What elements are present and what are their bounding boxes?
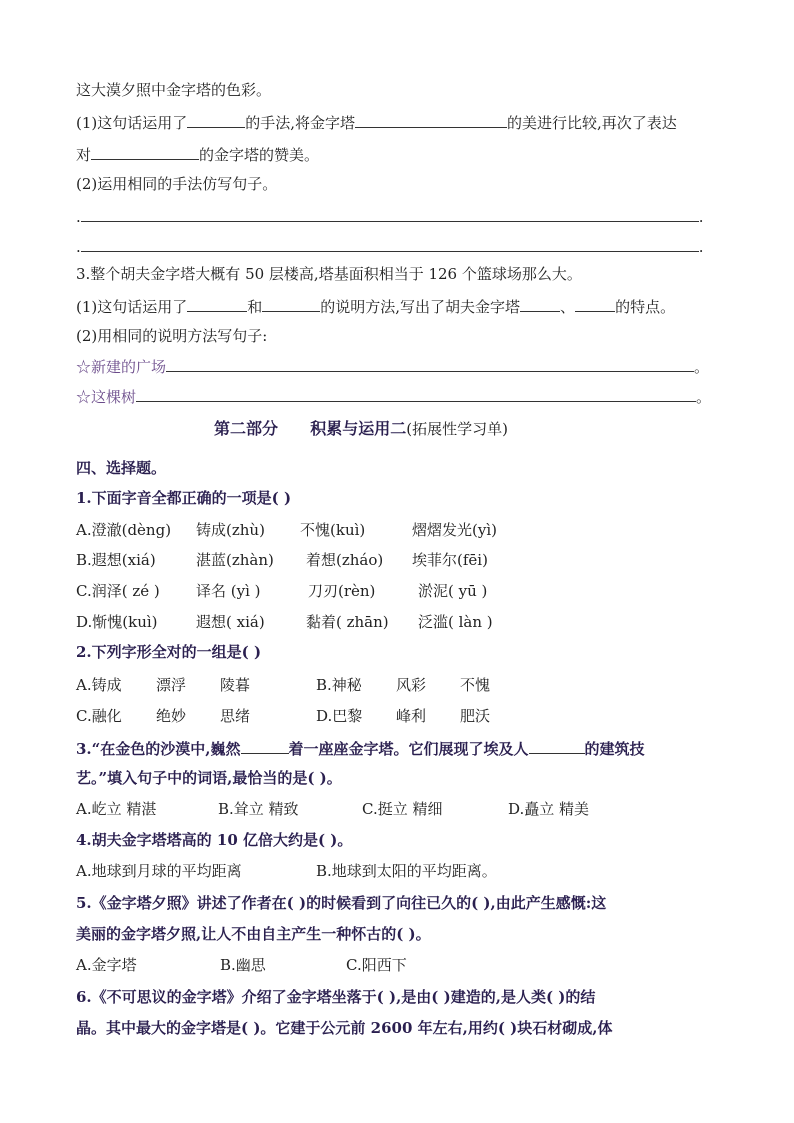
dot-marker: .	[76, 208, 81, 226]
q2-write-line-1[interactable]	[76, 206, 704, 227]
mc3-blank-2[interactable]	[529, 738, 585, 754]
option-item: 湛蓝(zhàn)	[196, 551, 274, 569]
q2-part1-text-d: 对	[76, 146, 92, 164]
end-marker: 。	[696, 388, 712, 406]
mc6-line2: 晶。其中最大的金字塔是( )。它建于公元前 2600 年左右,用约( )块石材砌成,体	[76, 1019, 613, 1037]
q2-part1-text-a: (1)这句话运用了	[76, 114, 188, 132]
part2-paren: (拓展性学习单)	[406, 420, 508, 438]
q3-blank-method1[interactable]	[187, 296, 247, 312]
mc3-line1	[76, 738, 645, 759]
option-item: A.金字塔	[76, 956, 137, 974]
option-item: C.挺立 精细	[362, 800, 443, 818]
part2-subtitle: 积累与运用二	[310, 419, 407, 438]
q3-blank-feature2[interactable]	[575, 296, 615, 312]
option-item: 着想(zháo)	[306, 551, 384, 569]
end-marker: .	[698, 208, 704, 226]
write-line[interactable]	[166, 356, 694, 372]
option-item: D.矗立 精美	[508, 800, 590, 818]
option-item: 熠熠发光(yì)	[412, 521, 497, 539]
option-item: 遐想( xiá)	[196, 613, 265, 631]
option-item: 铸成(zhù)	[196, 521, 265, 539]
dot-marker: .	[76, 238, 81, 256]
option-item: 肥沃	[460, 707, 491, 725]
q2-part1-text-c: 的美进行比较,再次了表达	[507, 114, 677, 132]
option-item: B.幽思	[220, 956, 266, 974]
option-item: B.遐想(xiá)	[76, 551, 156, 569]
q3-line1: 3.整个胡夫金字塔大概有 50 层楼高,塔基面积相当于 126 个篮球场那么大。	[76, 265, 582, 283]
q3-text-c: 的说明方法,写出了胡夫金字塔	[320, 298, 521, 316]
option-item: 淤泥( yū )	[418, 582, 488, 600]
option-item: 埃菲尔(fēi)	[412, 551, 488, 569]
q2-line1: 这大漠夕照中金字塔的色彩。	[76, 81, 272, 99]
mc3-text-c: 的建筑技	[584, 740, 645, 758]
mc3-text-b: 着一座座金字塔。它们展现了埃及人	[288, 740, 529, 758]
option-item: 风彩	[396, 676, 427, 694]
mc3-line2: 艺。”填入句子中的词语,最恰当的是( )。	[76, 769, 342, 787]
q3-prompt-tree: ☆这棵树	[76, 388, 137, 406]
q3-blank-method2[interactable]	[262, 296, 320, 312]
mc3-text-a: 3.“在金色的沙漠中,巍然	[76, 740, 241, 758]
q3-text-e: 的特点。	[615, 298, 676, 316]
mc1-stem: 1.下面字音全都正确的一项是( )	[76, 489, 292, 507]
write-line[interactable]	[81, 236, 699, 252]
option-item: 绝妙	[156, 707, 187, 725]
option-item: A.屹立 精湛	[76, 800, 157, 818]
option-item: 不愧	[460, 676, 491, 694]
q2-write-line-2[interactable]	[76, 236, 704, 257]
mc5-line1: 5.《金字塔夕照》讲述了作者在( )的时候看到了向往已久的( ),由此产生感慨:这	[76, 894, 607, 912]
q3-part2-prompt: (2)用相同的说明方法写句子:	[76, 327, 268, 345]
option-item: C.融化	[76, 707, 122, 725]
option-item: A.铸成	[76, 676, 122, 694]
write-line[interactable]	[136, 386, 696, 402]
q3-text-a: (1)这句话运用了	[76, 298, 188, 316]
mc6-line1: 6.《不可思议的金字塔》介绍了金字塔坐落于( ),是由( )建造的,是人类( )的结	[76, 988, 596, 1006]
option-item: D.巴黎	[316, 707, 363, 725]
option-item: 思绪	[220, 707, 251, 725]
part2-title: 第二部分	[214, 419, 279, 438]
q3-sentence-tree[interactable]	[76, 386, 711, 407]
option-item: 峰利	[396, 707, 427, 725]
option-item: 译名 (yì )	[196, 582, 261, 600]
end-marker: 。	[694, 358, 710, 376]
option-item: 漂浮	[156, 676, 187, 694]
q3-text-d: 、	[560, 298, 576, 316]
q2-blank-technique[interactable]	[187, 112, 245, 128]
q3-blank-feature1[interactable]	[520, 296, 560, 312]
q2-part2-prompt: (2)运用相同的手法仿写句子。	[76, 175, 278, 193]
q2-part1-line2	[76, 144, 319, 165]
q3-prompt-square: ☆新建的广场	[76, 358, 167, 376]
option-item: C.阳西下	[346, 956, 407, 974]
write-line[interactable]	[81, 206, 699, 222]
q3-text-b: 和	[247, 298, 263, 316]
option-item: A.澄澈(dèng)	[76, 521, 172, 539]
q2-part1-text-e: 的金字塔的赞美。	[199, 146, 320, 164]
option-item: B.神秘	[316, 676, 362, 694]
option-item: B.地球到太阳的平均距离。	[316, 862, 497, 880]
option-item: B.耸立 精致	[218, 800, 299, 818]
part2-heading	[214, 418, 508, 440]
mc3-blank-1[interactable]	[241, 738, 289, 754]
section4-title: 四、选择题。	[76, 459, 167, 477]
option-item: D.惭愧(kuì)	[76, 613, 158, 631]
mc5-line2: 美丽的金字塔夕照,让人不由自主产生一种怀古的( )。	[76, 925, 431, 943]
option-item: A.地球到月球的平均距离	[76, 862, 242, 880]
mc2-stem: 2.下列字形全对的一组是( )	[76, 643, 262, 661]
q2-part1-line	[76, 112, 677, 133]
q2-blank-object[interactable]	[91, 144, 199, 160]
end-marker: .	[698, 238, 704, 256]
q3-part1-line	[76, 296, 675, 317]
option-item: C.润泽( zé )	[76, 582, 160, 600]
option-item: 不愧(kuì)	[300, 521, 366, 539]
q2-blank-compare[interactable]	[355, 112, 507, 128]
q3-sentence-square[interactable]	[76, 356, 709, 377]
option-item: 陵暮	[220, 676, 251, 694]
option-item: 黏着( zhān)	[306, 613, 389, 631]
mc4-stem: 4.胡夫金字塔塔高的 10 亿倍大约是( )。	[76, 831, 353, 849]
q2-part1-text-b: 的手法,将金字塔	[245, 114, 356, 132]
option-item: 泛滥( làn )	[418, 613, 493, 631]
option-item: 刀刃(rèn)	[308, 582, 376, 600]
